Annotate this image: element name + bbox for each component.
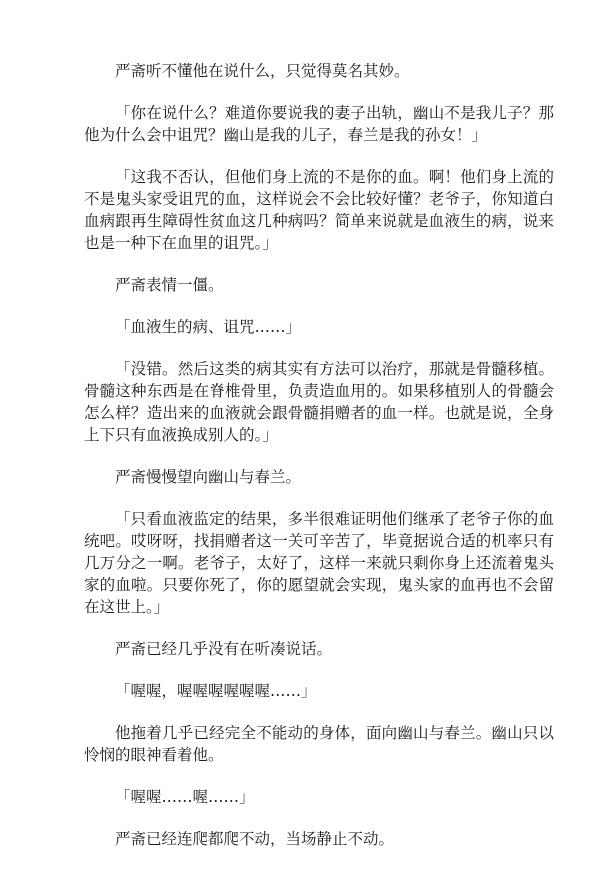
paragraph: 严斋已经几乎没有在听凑说话。 [115, 640, 333, 658]
paragraph: 「喔喔，喔喔喔喔喔喔……」 [115, 682, 317, 700]
paragraph: 「血液生的病、诅咒……」 [115, 318, 302, 336]
paragraph: 严斋慢慢望向幽山与春兰。 [115, 468, 302, 486]
paragraph: 「没错。然后这类的病其实有方法可以治疗，那就是骨髓移植。骨髓这种东西是在脊椎骨里，负责造血用的。如果移植别人的骨髓会怎么样？造出来的血液就会跟骨髓捐赠者的血一样。也就是说，全身上下只有血液换成别人的。」 [84, 360, 554, 444]
paragraph: 他拖着几乎已经完全不能动的身体，面向幽山与春兰。幽山只以怜悯的眼神看着他。 [84, 724, 554, 764]
paragraph: 严斋表情一僵。 [115, 276, 224, 294]
paragraph: 「喔喔……喔……」 [115, 788, 255, 806]
paragraph: 严斋已经连爬都爬不动，当场静止不动。 [115, 830, 395, 848]
paragraph: 严斋听不懂他在说什么，只觉得莫名其妙。 [115, 62, 410, 80]
paragraph: 「这我不否认，但他们身上流的不是你的血。啊！他们身上流的不是鬼头家受诅咒的血，这样说会不会比较好懂？老爷子，你知道白血病跟再生障碍性贫血这几种病吗？简单来说就是血液生的病，说来也是一种下在血里的诅咒。」 [84, 168, 554, 252]
paragraph: 「你在说什么？难道你要说我的妻子出轨，幽山不是我儿子？那他为什么会中诅咒？幽山是我的儿子，春兰是我的孙女！」 [84, 104, 554, 144]
paragraph: 「只看血液监定的结果，多半很难证明他们继承了老爷子你的血统吧。哎呀呀，找捐赠者这一关可辛苦了，毕竟据说合适的机率只有几万分之一啊。老爷子，太好了，这样一来就只剩你身上还流着鬼头家的血啦。只要你死了，你的愿望就会实现，鬼头家的血再也不会留在这世上。」 [84, 510, 554, 616]
document-page [84, 60, 554, 870]
